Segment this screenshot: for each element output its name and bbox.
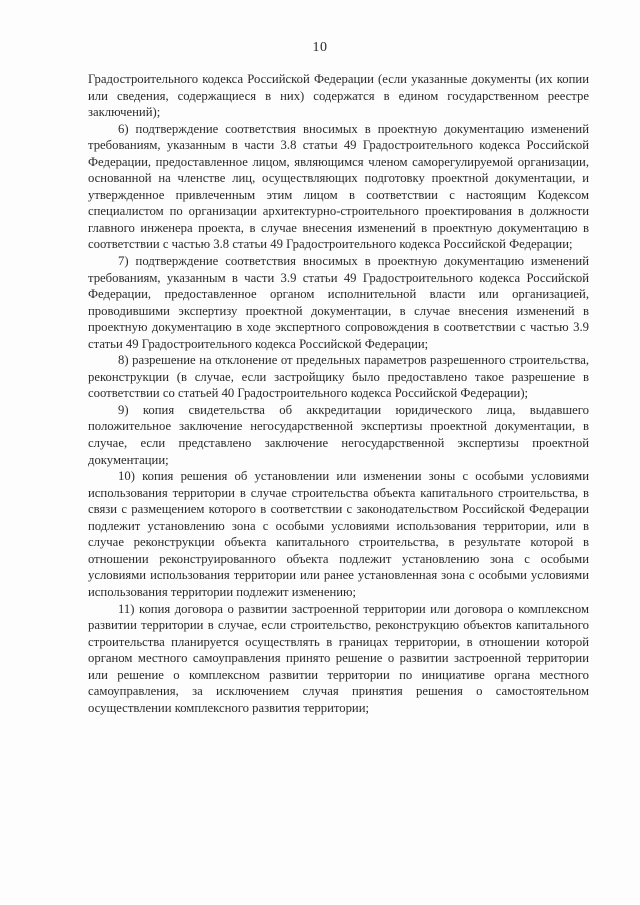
paragraph-item-11: 11) копия договора о развитии застроенной территории или договора о комплексном развитии территории в случае, если строительство, реконструкцию объектов капитального строительства планируется осуществлять в границах территории, в отношении которой органом местного самоуправления принято решение о развитии застроенной территории или решение о комплексном развитии территории по инициативе органа местного самоуправления, за исключением случая принятия решения о самостоятельном осуществлении комплексного развития территории; [88,601,589,715]
paragraph-item-7: 7) подтверждение соответствия вносимых в проектную документацию изменений требованиям, указанным в части 3.9 статьи 49 Градостроительного кодекса Российской Федерации, предоставленное органом исполнительной власти или организацией, проводившими экспертизу проектной документации, в случае внесения изменений в проектную документацию в ходе экспертного сопровождения в соответствии с частью 3.9 статьи 49 Градостроительного кодекса Российской Федерации; [88,254,589,351]
paragraph-continuation: Градостроительного кодекса Российской Федерации (если указанные документы (их копии или сведения, содержащиеся в них) содержатся в едином государственном реестре заключений); [88,72,589,120]
paragraph-item-8: 8) разрешение на отклонение от предельных параметров разрешенного строительства, реконструкции (в случае, если застройщику было предоставлено такое разрешение в соответствии со статьей 40 Градостроительного кодекса Российской Федерации); [88,353,589,401]
page-number: 10 [312,40,328,55]
paragraph-item-10: 10) копия решения об установлении или изменении зоны с особыми условиями использования территории в случае строительства объекта капитального строительства, в связи с размещением которого в соответствии с законодательством Российской Федерации подлежит установлению зона с особыми условиями использования территории, или в случае реконструкции объекта капитального строительства, в результате которой в отношении реконструированного объекта подлежит установлению зона с особыми условиями использования территории или ранее установленная зона с особыми условиями использования территории подлежит изменению; [88,469,589,599]
paragraph-item-6: 6) подтверждение соответствия вносимых в проектную документацию изменений требованиям, указанным в части 3.8 статьи 49 Градостроительного кодекса Российской Федерации, предоставленное лицом, являющимся членом саморегулируемой организации, основанной на членстве лиц, осуществляющих подготовку проектной документации, и утвержденное привлеченным этим лицом в соответствии с настоящим Кодексом специалистом по организации архитектурно-строительного проектирования в должности главного инженера проекта, в случае внесения изменений в проектную документацию в соответствии с частью 3.8 статьи 49 Градостроительного кодекса Российской Федерации; [88,121,589,252]
paragraph-item-9: 9) копия свидетельства об аккредитации юридического лица, выдавшего положительное заключение негосударственной экспертизы проектной документации, в случае, если представлено заключение негосударственной экспертизы проектной документации; [88,402,589,467]
document-body [88,71,589,716]
